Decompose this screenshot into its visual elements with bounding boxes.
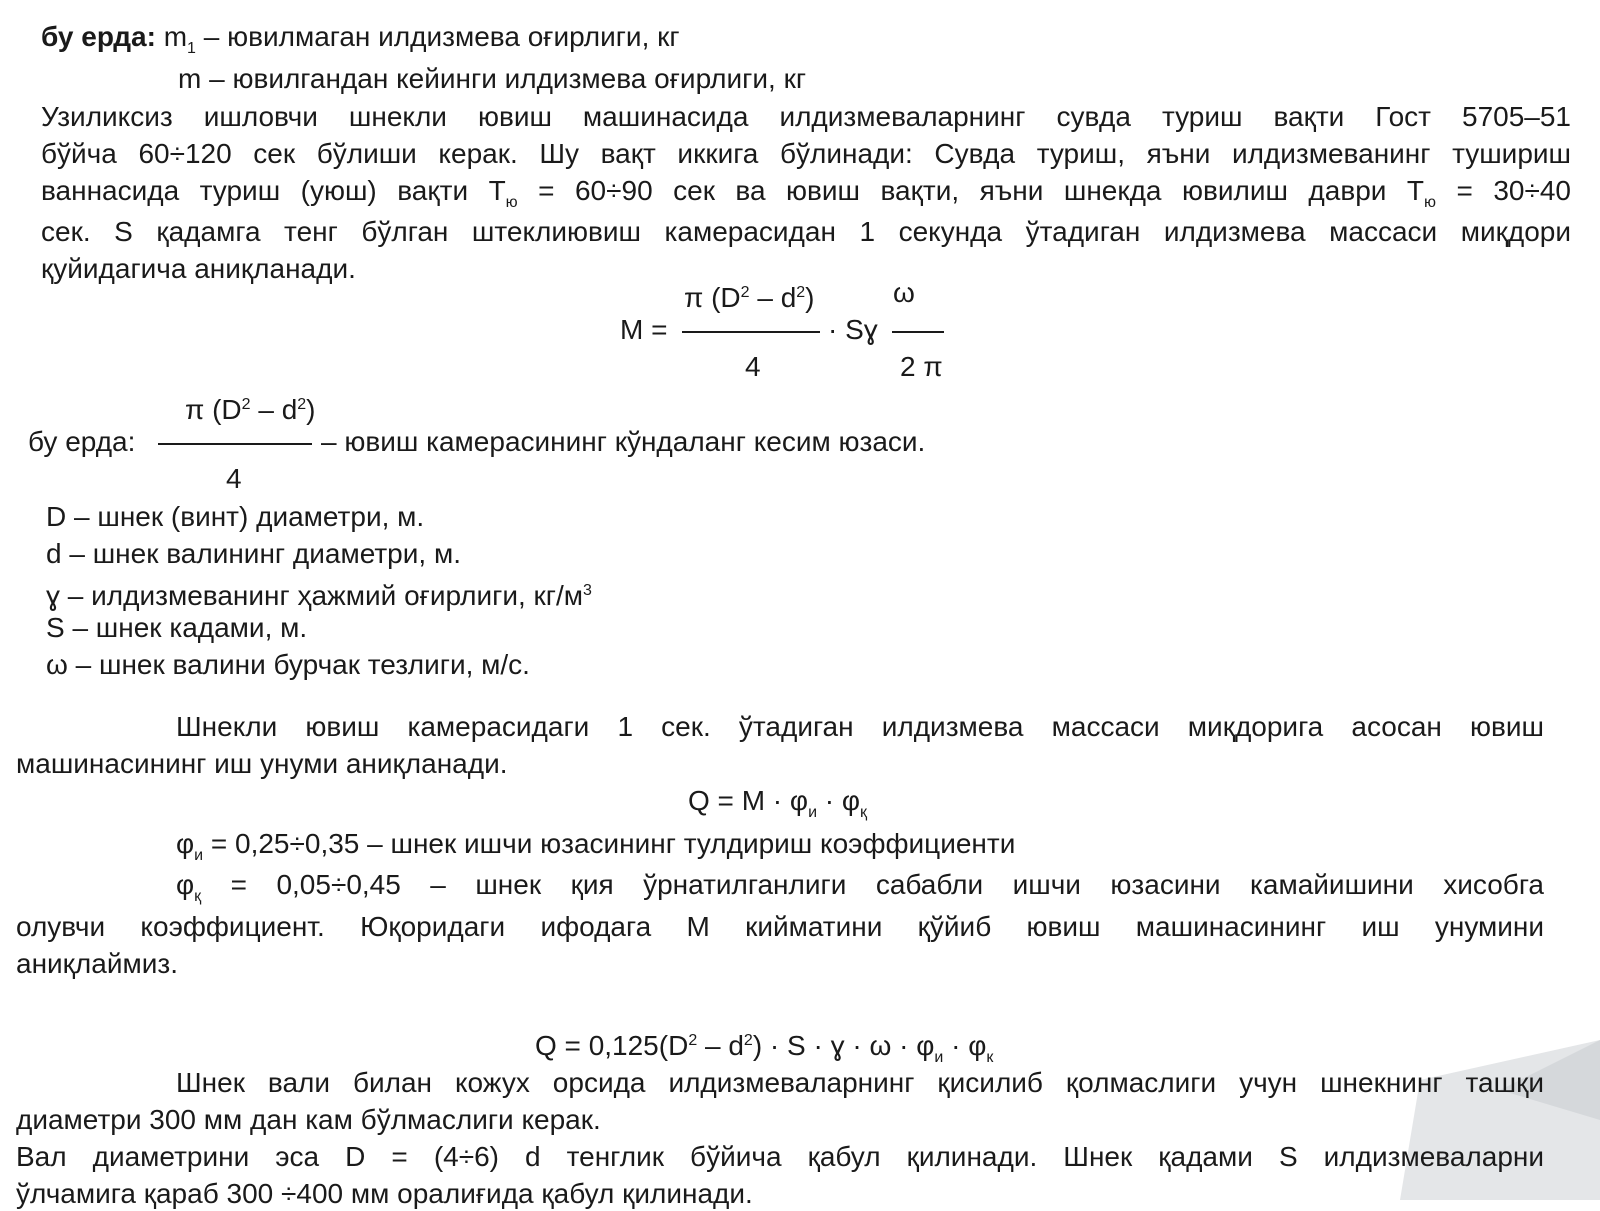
fq-mid: · φ: [817, 785, 861, 816]
fq2-sup-2: 2: [743, 1032, 753, 1049]
para3-line1: Шнек вали билан кожух орсида илдизмеваларнинг қисилиб қолмаслиги учун шнекнинг ташқи: [176, 1067, 1544, 1098]
para2-line2: машинасининг иш унуми аниқланади.: [16, 748, 508, 779]
para2-line1: Шнекли ювиш камерасидаги 1 сек. ўтадиган илдизмева массаси миқдорига асосан ювиш: [176, 711, 1544, 742]
m-definition: m – ювилгандан кейинги илдизмева оғирлиги, кг: [178, 63, 807, 94]
where2-den: 4: [226, 463, 242, 494]
fm-sup-2: 2: [796, 284, 806, 301]
para3-line2: диаметри 300 мм дан кам бўлмаслиги керак.: [16, 1104, 601, 1135]
para1-line4: сек. S қадамга тенг бўлган штеклиювиш камерасидан 1 секунда ўтадиган илдизмева массаси миқдори: [41, 216, 1571, 247]
fm-num-b: – d: [749, 282, 797, 313]
para1-line3: [41, 174, 1571, 220]
m1-subscript: 1: [187, 40, 196, 57]
formula-m-fraction-bar-1: [682, 331, 820, 333]
w2-sup-1: 2: [241, 396, 251, 413]
def-d: d – шнек валининг диаметри, м.: [46, 538, 461, 569]
formula-m-numerator: [684, 276, 815, 315]
para1-line5: қуйидагича аниқланади.: [41, 253, 356, 284]
def-omega: ω – шнек валини бурчак тезлиги, м/с.: [46, 649, 530, 680]
w2-num-b: – d: [250, 394, 298, 425]
para1-line3-b: = 60÷90 сек ва ювиш вақти, яъни шнекда ювилиш даври Т: [517, 175, 1425, 206]
t-subscript-2: ю: [1424, 194, 1437, 211]
def-gamma: [46, 574, 592, 613]
para1-line3-c: = 30÷40: [1436, 175, 1571, 206]
phi-i-sub: и: [194, 847, 204, 864]
fq2-c: ) · S · ɣ · ω · φ: [752, 1030, 935, 1061]
where2-text: – ювиш камерасининг кўндаланг кесим юзаси.: [321, 426, 926, 457]
formula-m-lhs: M =: [620, 314, 668, 345]
formula-q: [688, 784, 867, 830]
formula-m-omega: ω: [893, 277, 915, 308]
fq-main: Q = M · φ: [688, 785, 809, 816]
where2-numerator: [185, 388, 316, 427]
w2-sup-2: 2: [297, 396, 307, 413]
phi-k-text: = 0,05÷0,45 – шнек қия ўрнатилганлиги сабабли ишчи юзасини камайишини хисобга: [201, 869, 1544, 900]
fm-sup-1: 2: [740, 284, 750, 301]
para1-line2: бўйча 60÷120 сек бўлиши керак. Шу вақт иккига бўлинади: Сувда туриш, яъни илдизмеванинг тушириш: [41, 138, 1571, 169]
where2-fraction-bar: [158, 443, 312, 445]
t-subscript-1: ю: [505, 194, 518, 211]
def-S: S – шнек кадами, м.: [46, 612, 308, 643]
phi-line3: аниқлаймиз.: [16, 948, 178, 979]
phi-k-sub: қ: [194, 888, 202, 905]
fq2-sub-2: к: [986, 1049, 994, 1066]
def-gamma-sup: 3: [583, 582, 592, 599]
fq2-d: · φ: [943, 1030, 987, 1061]
fq-sub-1: и: [808, 804, 817, 821]
fq2-sup-1: 2: [688, 1032, 698, 1049]
para1-line1: Узиликсиз ишловчи шнекли ювиш машинасида илдизмеваларнинг сувда туриш вақти Гост 5705–51: [41, 101, 1571, 132]
fm-num-c: ): [805, 282, 815, 313]
para3-line4: ўлчамига қараб 300 ÷400 мм оралиғида қабул қилинади.: [16, 1178, 753, 1209]
where2-label: бу ерда:: [28, 426, 136, 457]
phi-k-symbol: φ: [176, 869, 195, 900]
fq-sub-2: қ: [860, 804, 868, 821]
phi-i-definition: [176, 827, 1015, 873]
fm-num-a: π (D: [684, 282, 741, 313]
phi-i-text: = 0,25÷0,35 – шнек ишчи юзасининг тулдириш коэффициенти: [203, 828, 1016, 859]
w2-num-a: π (D: [185, 394, 242, 425]
fq2-b: – d: [697, 1030, 744, 1061]
formula-m-den-4: 4: [745, 351, 761, 382]
phi-i-symbol: φ: [176, 828, 195, 859]
phi-line2: олувчи коэффициент. Юқоридаги ифодага М кийматини қўйиб ювиш машинасининг иш унумини: [16, 911, 1544, 942]
formula-m-mid: · Sɣ: [828, 314, 878, 345]
w2-num-c: ): [306, 394, 316, 425]
phi-k-definition: [176, 868, 1544, 914]
para1-line3-a: ваннасида туриш (уюш) вақти Т: [41, 175, 506, 206]
where-line-1: [41, 20, 680, 66]
def-gamma-text: ɣ – илдизмеванинг ҳажмий оғирлиги, кг/м: [46, 580, 584, 611]
m1-definition: – ювилмаган илдизмева оғирлиги, кг: [195, 21, 680, 52]
fq2-sub-1: и: [934, 1049, 944, 1066]
def-D: D – шнек (винт) диаметри, м.: [46, 501, 425, 532]
where-label: бу ерда:: [41, 21, 156, 52]
m1-symbol: m: [163, 21, 188, 52]
formula-m-den-2pi: 2 π: [900, 351, 943, 382]
para3-line3: Вал диаметрини эса D = (4÷6) d тенглик бўйича қабул қилинади. Шнек қадами S илдизмеваларни: [16, 1141, 1544, 1172]
formula-m-fraction-bar-2: [892, 331, 944, 333]
fq2-a: Q = 0,125(D: [535, 1030, 689, 1061]
